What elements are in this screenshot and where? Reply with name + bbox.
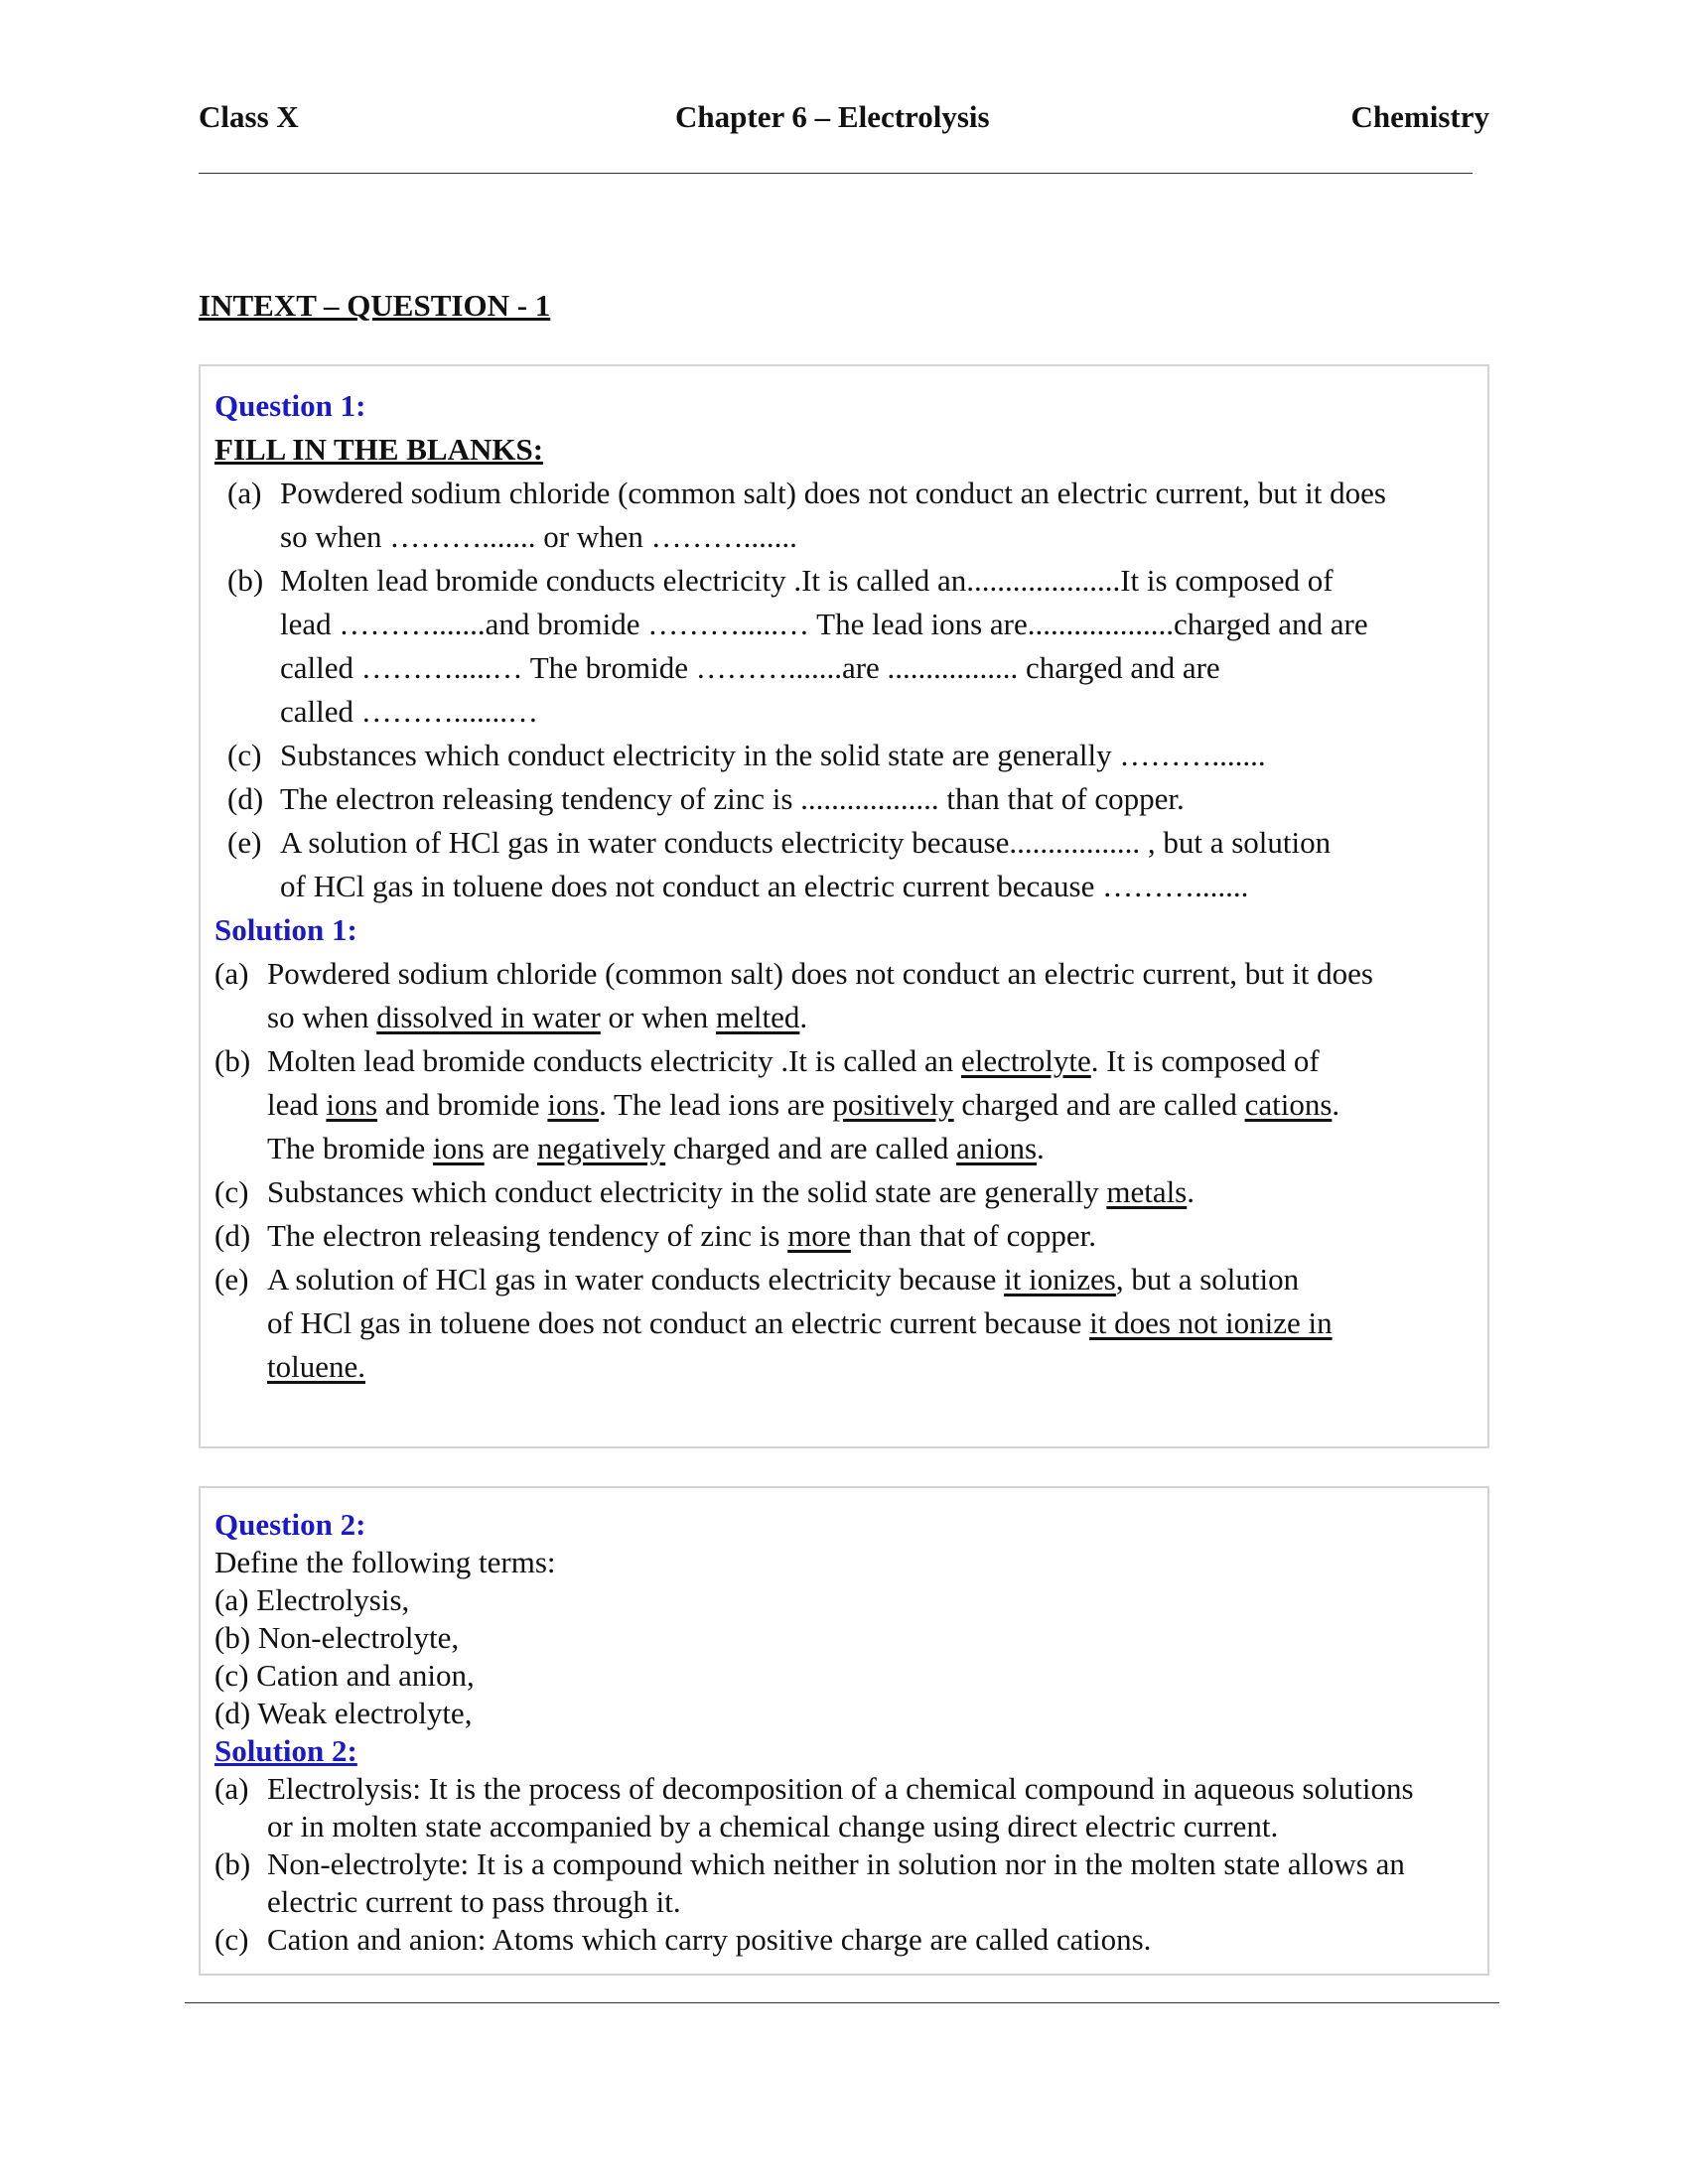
fill-blanks-heading: FILL IN THE BLANKS:: [214, 432, 544, 467]
solution-item-b: (b) Molten lead bromide conducts electricity .It is called an electrolyte. It is composed of lead ions and bromide ions. The lead ions are positively charged and are called cations. The bromide ions are negatively charged and are called anions.: [214, 1043, 1340, 1165]
question-2-intro: Define the following terms:: [214, 1545, 556, 1579]
solution-2-item-c: (c) Cation and anion: Atoms which carry positive charge are called cations.: [214, 1922, 1152, 1957]
question-1-items: [214, 472, 1474, 908]
header-chapter: Chapter 6 – Electrolysis: [675, 99, 990, 134]
header-subject: Chemistry: [1350, 99, 1489, 134]
solution-item-c: (c) Substances which conduct electricity in the solid state are generally metals.: [214, 1174, 1195, 1209]
solution-item-d: (d) The electron releasing tendency of zinc is more than that of copper.: [214, 1218, 1096, 1253]
header-class: Class X: [199, 99, 299, 134]
question-item: (a) Powdered sodium chloride (common salt) does not conduct an electric current, but it does so when ………....... or when ……….......: [227, 476, 1386, 554]
solution-item-a: (a) Powdered sodium chloride (common salt) does not conduct an electric current, but it does so when dissolved in water or when melted.: [214, 956, 1373, 1034]
page-header: [199, 99, 1489, 139]
section-title: INTEXT – QUESTION - 1: [199, 288, 551, 323]
header-divider: [199, 173, 1473, 174]
solution-1-title: Solution 1:: [214, 912, 357, 947]
question-1-box: [199, 364, 1489, 1448]
question-2-item: (d) Weak electrolyte,: [214, 1696, 473, 1730]
question-item: (d) The electron releasing tendency of zinc is .................. than that of copper.: [227, 781, 1185, 816]
question-2-item: (c) Cation and anion,: [214, 1658, 475, 1693]
question-2-item: (b) Non-electrolyte,: [214, 1620, 460, 1655]
question-2-title: Question 2:: [214, 1507, 366, 1542]
solution-1-items: [214, 952, 1474, 1389]
question-1-title: Question 1:: [214, 388, 366, 423]
question-item: (c) Substances which conduct electricity in the solid state are generally ……….......: [227, 738, 1266, 772]
question-2-item: (a) Electrolysis,: [214, 1582, 410, 1617]
solution-2-item-a: (a) Electrolysis: It is the process of decomposition of a chemical compound in aqueous solutions or in molten state accompanied by a chemical change using direct electric current.: [214, 1771, 1414, 1843]
solution-2-title: Solution 2:: [214, 1733, 357, 1768]
question-item: (e) A solution of HCl gas in water conducts electricity because................. , but a solution of HCl gas in toluene does not conduct an electric current because ……….......: [227, 825, 1332, 903]
question-item: (b) Molten lead bromide conducts electricity .It is called an....................It is composed of lead ……….......and bromide ……….....… The lead ions are...................charged and are called ……….....… The bromide ……….......are ................. charged and are called ……….......…: [227, 563, 1368, 729]
footer-divider: [185, 2002, 1499, 2003]
question-2-box: [199, 1486, 1489, 1976]
solution-item-e: (e) A solution of HCl gas in water conducts electricity because it ionizes, but a solution of HCl gas in toluene does not conduct an electric current because it does not ionize in toluene.: [214, 1262, 1333, 1384]
solution-2-item-b: (b) Non-electrolyte: It is a compound which neither in solution nor in the molten state allows an electric current to pass through it.: [214, 1846, 1405, 1919]
